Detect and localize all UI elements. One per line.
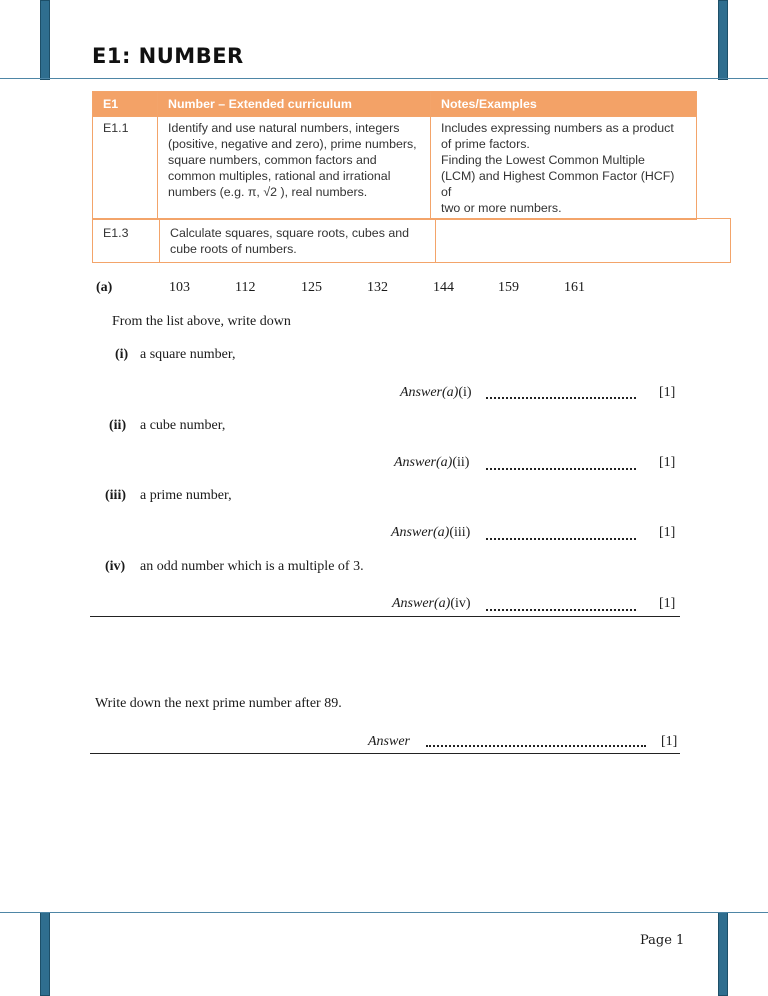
- mark: [1]: [661, 734, 678, 749]
- question-b-divider: [90, 753, 680, 754]
- answer-label-italic: Answer(a): [394, 455, 453, 470]
- answer-label: [391, 525, 470, 541]
- topic-line: Identify and use natural numbers, integers: [168, 121, 400, 135]
- table-header-notes: Notes/Examples: [431, 92, 697, 117]
- mark: [1]: [659, 525, 676, 540]
- table-header-topic: Number – Extended curriculum: [158, 92, 431, 117]
- question-a-intro: From the list above, write down: [112, 314, 291, 329]
- topic-line: (positive, negative and zero), prime numbers,: [168, 137, 417, 151]
- table-cell-topic: [158, 117, 431, 220]
- question-a-label: (a): [96, 280, 113, 295]
- answer-label: [368, 734, 410, 750]
- answer-label: [394, 455, 469, 471]
- header-rule: [0, 78, 768, 79]
- number-list-item: 144: [433, 280, 454, 295]
- question-a-divider: [90, 616, 680, 617]
- answer-label: [392, 596, 471, 612]
- number-list-item: 112: [235, 280, 256, 295]
- number-list-item: 103: [169, 280, 190, 295]
- left-top-bar: [40, 0, 50, 80]
- right-top-bar: [718, 0, 728, 80]
- answer-line-ii[interactable]: [486, 468, 636, 470]
- answer-sub: (i): [458, 385, 472, 400]
- number-list-item: 125: [301, 280, 322, 295]
- part-number: (ii): [109, 418, 127, 433]
- page-number: Page 1: [640, 933, 685, 948]
- part-text: an odd number which is a multiple of 3.: [140, 559, 364, 574]
- answer-line-iii[interactable]: [486, 538, 636, 540]
- notes-line: (LCM) and Highest Common Factor (HCF) of: [441, 169, 675, 199]
- question-b-text: Write down the next prime number after 89.: [95, 696, 342, 711]
- part-number: (i): [115, 347, 129, 362]
- page-title: E1: NUMBER: [92, 44, 244, 68]
- topic-line: square numbers, common factors and: [168, 153, 377, 167]
- topic-line: Calculate squares, square roots, cubes and: [170, 226, 410, 240]
- answer-line-b[interactable]: [426, 745, 646, 747]
- part-number: (iv): [105, 559, 126, 574]
- topic-line: cube roots of numbers.: [170, 242, 297, 256]
- notes-line: Finding the Lowest Common Multiple: [441, 153, 645, 167]
- answer-label-italic: Answer(a): [391, 525, 450, 540]
- answer-sub: (ii): [452, 455, 470, 470]
- part-number: (iii): [105, 488, 126, 503]
- table2-cell-topic: [160, 219, 436, 263]
- answer-label-italic: Answer(a): [400, 385, 459, 400]
- answer-sub: (iii): [449, 525, 471, 540]
- mark: [1]: [659, 385, 676, 400]
- syllabus-table-e1: [92, 91, 697, 220]
- answer-label-italic: Answer(a): [392, 596, 451, 611]
- table-cell-code: E1.1: [93, 117, 158, 220]
- syllabus-table-e13: [92, 218, 731, 263]
- number-list-item: 132: [367, 280, 388, 295]
- table-cell-notes: [431, 117, 697, 220]
- answer-label-italic: Answer: [368, 734, 410, 749]
- part-text: a square number,: [140, 347, 236, 362]
- number-list-item: 161: [564, 280, 585, 295]
- topic-line: numbers (e.g. π, √2 ), real numbers.: [168, 185, 368, 199]
- answer-sub: (iv): [450, 596, 471, 611]
- notes-line: Includes expressing numbers as a product: [441, 121, 674, 135]
- mark: [1]: [659, 596, 676, 611]
- notes-line: two or more numbers.: [441, 201, 562, 215]
- part-text: a cube number,: [140, 418, 226, 433]
- left-bottom-bar: [40, 912, 50, 996]
- topic-line: common multiples, rational and irrational: [168, 169, 391, 183]
- mark: [1]: [659, 455, 676, 470]
- answer-label: [400, 385, 472, 401]
- number-list-item: 159: [498, 280, 519, 295]
- answer-line-iv[interactable]: [486, 609, 636, 611]
- answer-line-i[interactable]: [486, 397, 636, 399]
- part-text: a prime number,: [140, 488, 232, 503]
- notes-line: of prime factors.: [441, 137, 530, 151]
- table2-cell-code: E1.3: [93, 219, 160, 263]
- table-header-code: E1: [93, 92, 158, 117]
- footer-rule: [0, 912, 768, 913]
- right-bottom-bar: [718, 912, 728, 996]
- table2-cell-notes: [436, 219, 731, 263]
